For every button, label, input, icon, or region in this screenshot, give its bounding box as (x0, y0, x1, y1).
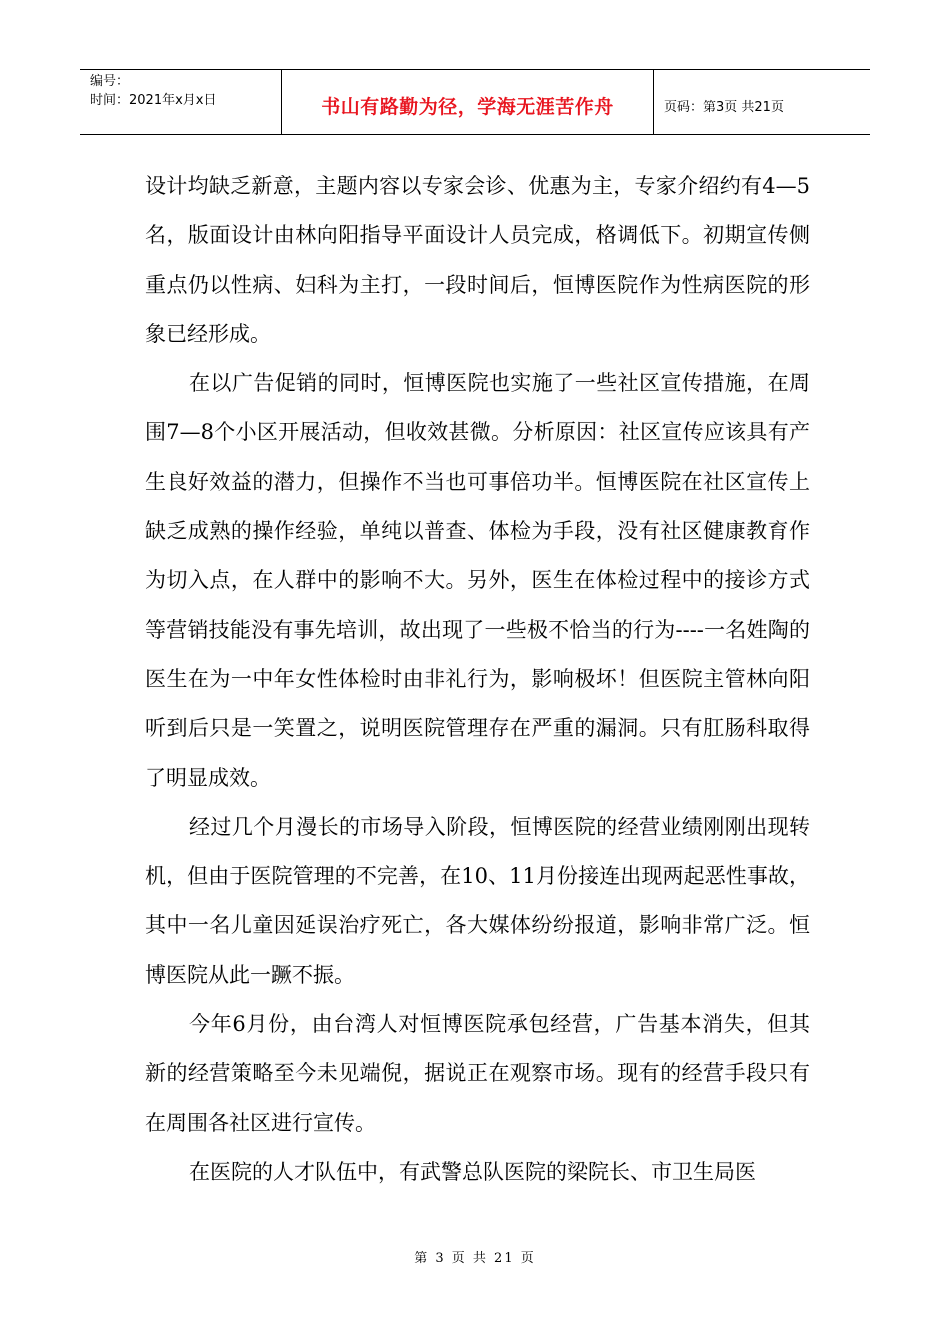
header-meta (80, 70, 282, 134)
page-footer: 第 3 页 共 21 页 (414, 1251, 536, 1266)
paragraph-continuation: 设计均缺乏新意，主题内容以专家会诊、优惠为主，专家介绍约有4—5名，版面设计由林向阳指导平面设计人员完成，格调低下。初期宣传侧重点仍以性病、妇科为主打，一段时间后，恒博医院作为性病医院的形象已经形成。 (145, 174, 810, 346)
document-body (145, 162, 810, 1197)
paragraph: 经过几个月漫长的市场导入阶段，恒博医院的经营业绩刚刚出现转机，但由于医院管理的不完善，在10、11月份接连出现两起恶性事故，其中一名儿童因延误治疗死亡，各大媒体纷纷报道，影响非常广泛。恒博医院从此一蹶不振。 (145, 814, 810, 987)
header-motto: 书山有路勤为径，学海无涯苦作舟 (282, 70, 654, 134)
header-page-info: 页码：第3页 共21页 (664, 99, 784, 115)
page-header (80, 69, 870, 135)
paragraph: 今年6月份，由台湾人对恒博医院承包经营，广告基本消失，但其新的经营策略至今未见端倪，据说正在观察市场。现有的经营手段只有在周围各社区进行宣传。 (145, 1012, 810, 1135)
document-number-label: 编号： (90, 74, 130, 89)
paragraph: 在以广告促销的同时，恒博医院也实施了一些社区宣传措施，在周围7—8个小区开展活动，但收效甚微。分析原因：社区宣传应该具有产生良好效益的潜力，但操作不当也可事倍功半。恒博医院在社区宣传上缺乏成熟的操作经验，单纯以普查、体检为手段，没有社区健康教育作为切入点，在人群中的影响不大。另外，医生在体检过程中的接诊方式等营销技能没有事先培训，故出现了一些极不恰当的行为----一名姓陶的医生在为一中年女性体检时由非礼行为，影响极坏！但医院主管林向阳听到后只是一笑置之，说明医院管理存在严重的漏洞。只有肛肠科取得了明显成效。 (145, 371, 810, 790)
paragraph: 在医院的人才队伍中，有武警总队医院的梁院长、市卫生局医 (189, 1159, 756, 1184)
document-time-label: 时间：2021年x月x日 (90, 93, 217, 108)
